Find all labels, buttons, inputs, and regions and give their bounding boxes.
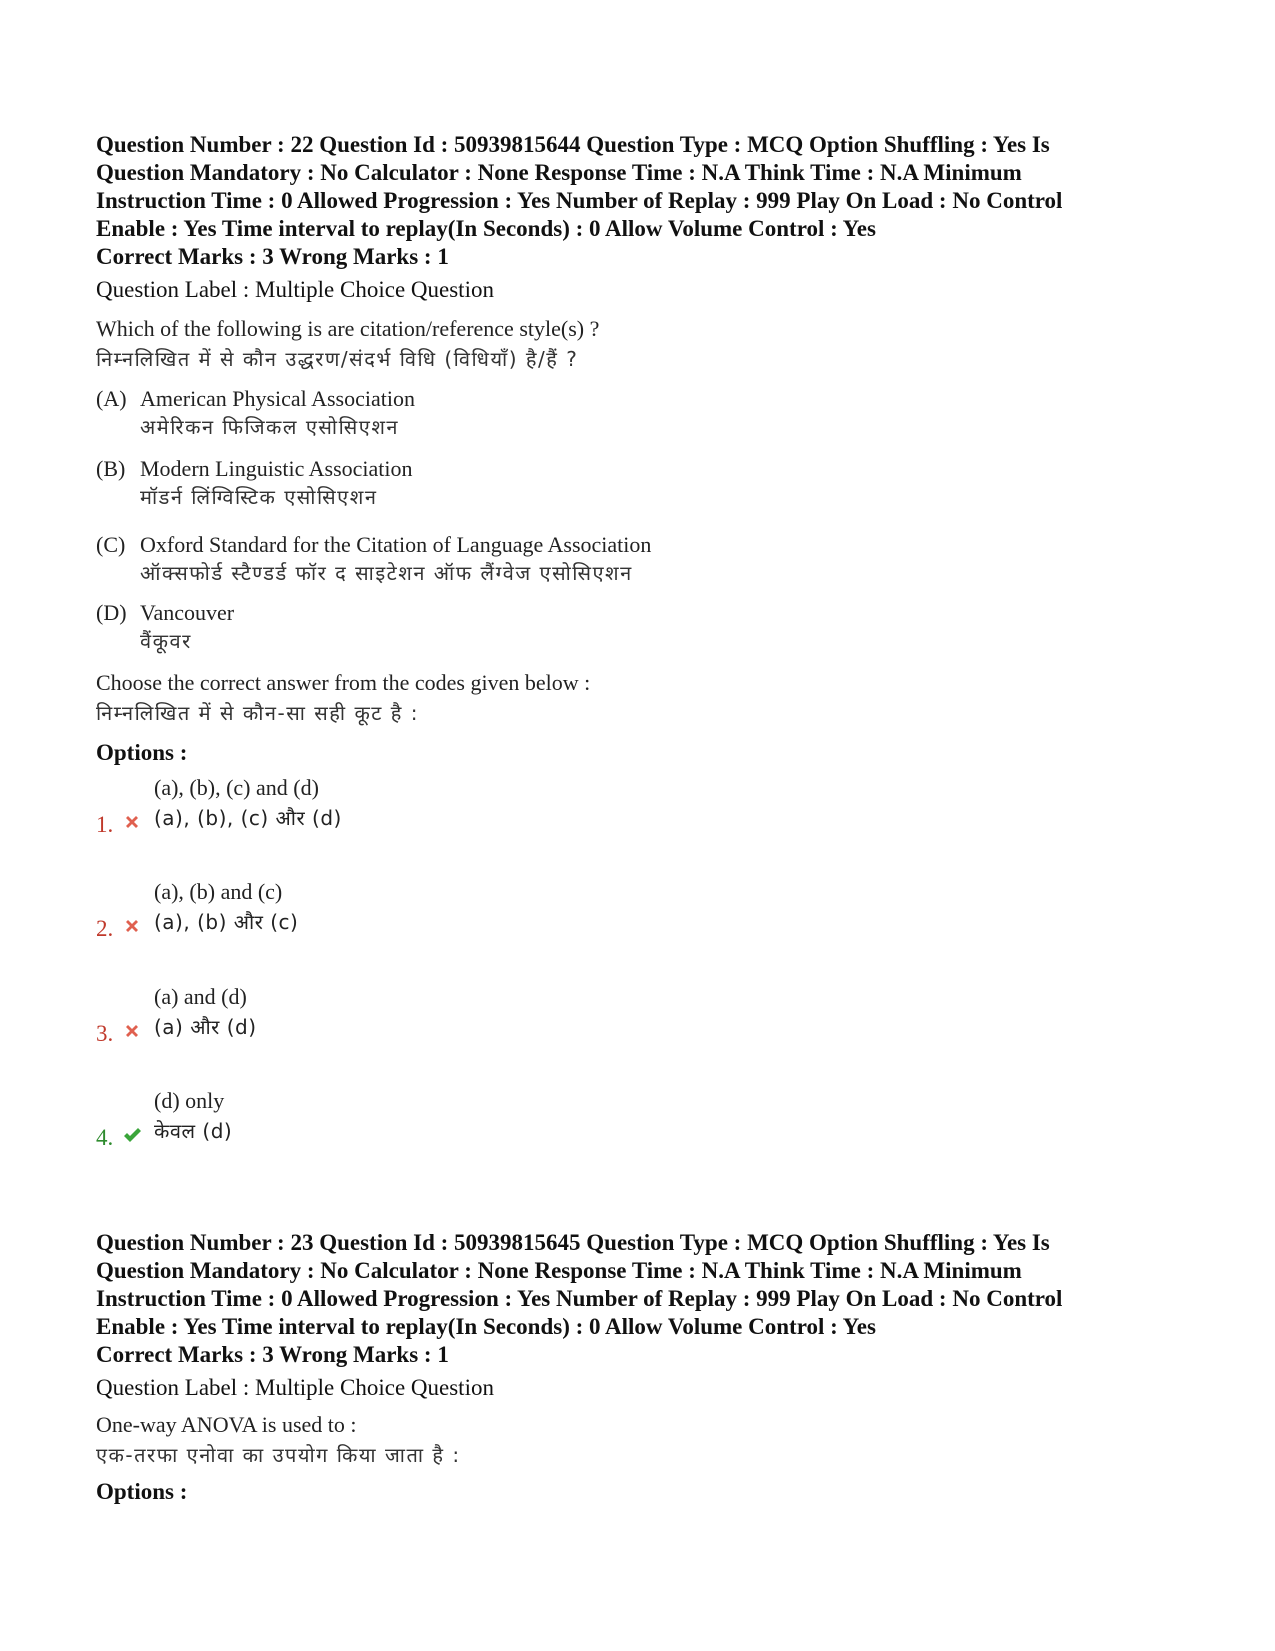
option-english: (d) only: [154, 1088, 225, 1113]
cross-icon: [122, 916, 142, 936]
statement-a: [96, 384, 415, 442]
stem-english: One-way ANOVA is used to :: [96, 1412, 357, 1437]
statement-b: [96, 454, 413, 512]
meta-line: Question Number : 22 Question Id : 50939815644 Question Type : MCQ Option Shuffling : Yes Is: [96, 132, 1050, 157]
stem-hindi: एक-तरफा एनोवा का उपयोग किया जाता है :: [96, 1443, 461, 1467]
statement-tag: (C): [96, 532, 126, 557]
statement-tag: (D): [96, 600, 127, 625]
option-1[interactable]: [96, 772, 696, 852]
stem-hindi: निम्नलिखित में से कौन उद्धरण/संदर्भ विधि (विधियाँ) है/हैं ?: [96, 347, 579, 371]
cross-icon: [122, 1021, 142, 1041]
option-texts: [154, 1085, 232, 1147]
statement-tag: (A): [96, 386, 127, 411]
statement-english: Oxford Standard for the Citation of Language Association: [140, 532, 652, 557]
question-23-marks: Correct Marks : 3 Wrong Marks : 1: [96, 1342, 449, 1367]
statement-english: Vancouver: [140, 600, 235, 625]
statement-tag: (B): [96, 456, 126, 481]
options-heading: Options :: [96, 740, 188, 765]
option-4[interactable]: [96, 1085, 696, 1165]
check-icon: [122, 1125, 142, 1145]
option-number: 3.: [96, 1021, 114, 1046]
option-2[interactable]: [96, 876, 696, 956]
meta-line: Enable : Yes Time interval to replay(In Seconds) : 0 Allow Volume Control : Yes: [96, 1314, 876, 1339]
option-hindi: (a), (b), (c) और (d): [154, 806, 342, 830]
options-heading: Options :: [96, 1479, 188, 1504]
meta-line: Question Number : 23 Question Id : 50939815645 Question Type : MCQ Option Shuffling : Yes Is: [96, 1230, 1050, 1255]
question-23-stem: [96, 1410, 461, 1470]
option-number: 4.: [96, 1125, 114, 1150]
option-english: (a), (b) and (c): [154, 879, 283, 904]
option-texts: [154, 981, 257, 1043]
statement-hindi: मॉडर्न लिंग्विस्टिक एसोसिएशन: [140, 485, 378, 509]
statement-hindi: अमेरिकन फिजिकल एसोसिएशन: [140, 415, 400, 439]
option-texts: [154, 772, 342, 834]
cross-icon: [122, 812, 142, 832]
meta-line: Question Mandatory : No Calculator : None Response Time : N.A Think Time : N.A Minimum: [96, 160, 1022, 185]
question-22-stem: [96, 314, 599, 374]
option-english: (a) and (d): [154, 984, 247, 1009]
statement-english: American Physical Association: [140, 386, 415, 411]
meta-line: Instruction Time : 0 Allowed Progression : Yes Number of Replay : 999 Play On Load : No Control: [96, 188, 1063, 213]
meta-line: Question Mandatory : No Calculator : None Response Time : N.A Think Time : N.A Minimum: [96, 1258, 1022, 1283]
option-hindi: (a) और (d): [154, 1015, 257, 1039]
option-hindi: (a), (b) और (c): [154, 910, 299, 934]
question-22-marks: Correct Marks : 3 Wrong Marks : 1: [96, 244, 449, 269]
statement-hindi: वैंकूवर: [140, 629, 192, 653]
statement-d: [96, 598, 234, 656]
option-hindi: केवल (d): [154, 1119, 233, 1143]
meta-line: Enable : Yes Time interval to replay(In Seconds) : 0 Allow Volume Control : Yes: [96, 216, 876, 241]
question-23-label: Question Label : Multiple Choice Question: [96, 1375, 494, 1400]
question-22-meta: [96, 131, 1196, 243]
option-english: (a), (b), (c) and (d): [154, 775, 319, 800]
meta-line: Instruction Time : 0 Allowed Progression : Yes Number of Replay : 999 Play On Load : No Control: [96, 1286, 1063, 1311]
question-23-meta: [96, 1229, 1196, 1341]
statement-hindi: ऑक्सफोर्ड स्टैण्डर्ड फॉर द साइटेशन ऑफ लैंग्वेज एसोसिएशन: [140, 561, 633, 585]
statement-english: Modern Linguistic Association: [140, 456, 413, 481]
option-number: 2.: [96, 916, 114, 941]
choose-english: Choose the correct answer from the codes given below :: [96, 670, 591, 695]
stem-english: Which of the following is are citation/reference style(s) ?: [96, 316, 600, 341]
question-22-label: Question Label : Multiple Choice Question: [96, 277, 494, 302]
option-3[interactable]: [96, 981, 696, 1061]
choose-instruction: [96, 668, 590, 728]
option-texts: [154, 876, 298, 938]
option-number: 1.: [96, 812, 114, 837]
statement-c: [96, 530, 651, 588]
choose-hindi: निम्नलिखित में से कौन-सा सही कूट है :: [96, 701, 419, 725]
